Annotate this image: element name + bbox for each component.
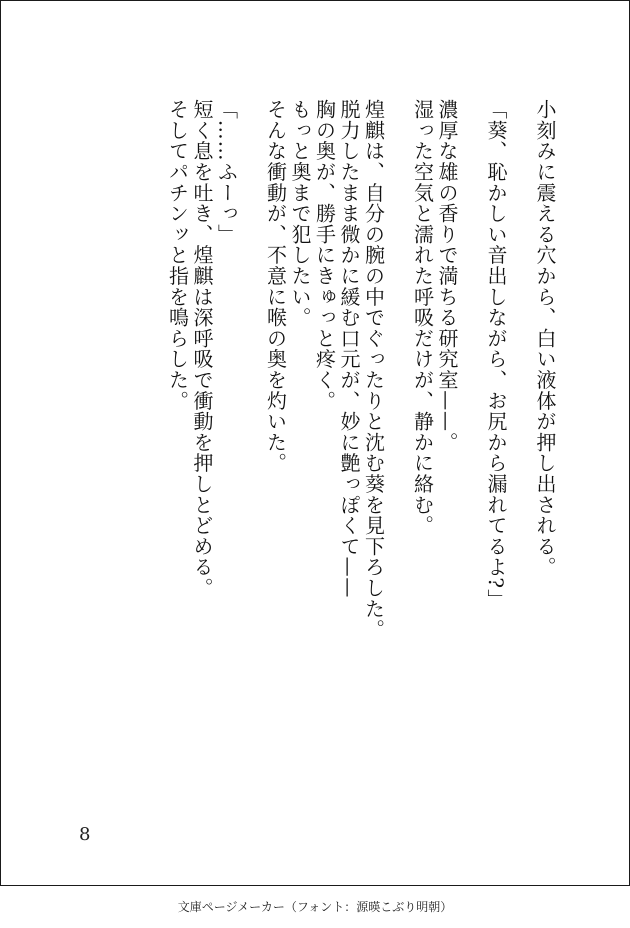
text-line-15: 短く息を吐き、煌麒は深呼吸で衝動を押しとどめる。 (190, 99, 214, 599)
page-number: 8 (79, 824, 91, 845)
text-line-11: もっと奥まで犯したい。 (288, 99, 312, 328)
text-line-6: 湿った空気と濡れた呼吸だけが、静かに絡む。 (410, 99, 435, 536)
text-line-14: 「……ふーっ」 (214, 99, 239, 245)
text-line-5: 濃厚な雄の香りで満ちる研究室——。 (435, 99, 459, 453)
text-line-16: そしてパチンッと指を鳴らした。 (165, 99, 190, 411)
text-line-9: 脱力したまま微かに緩む口元が、妙に艶っぽくて—— (337, 99, 361, 599)
text-line-12: そんな衝動が、不意に喉の奥を灼いた。 (263, 99, 288, 474)
blank-line (508, 99, 533, 719)
text-line-3: 「葵、恥かしい音出しながら、お尻から漏れてるよ?」 (484, 99, 508, 610)
blank-line (239, 99, 264, 719)
footer-credit: 文庫ページメーカー（フォント：源暎こぶり明朝） (177, 900, 453, 914)
text-line-8: 煌麒は、自分の腕の中でぐったりと沈む葵を見下ろした。 (361, 99, 386, 640)
text-line-10: 胸の奥が、勝手にきゅっと疼く。 (312, 99, 337, 411)
blank-line (459, 99, 484, 719)
text-line-1: 小刻みに震える穴から、白い液体が押し出される。 (533, 99, 557, 578)
vertical-text-block (165, 99, 557, 719)
blank-line (386, 99, 411, 719)
